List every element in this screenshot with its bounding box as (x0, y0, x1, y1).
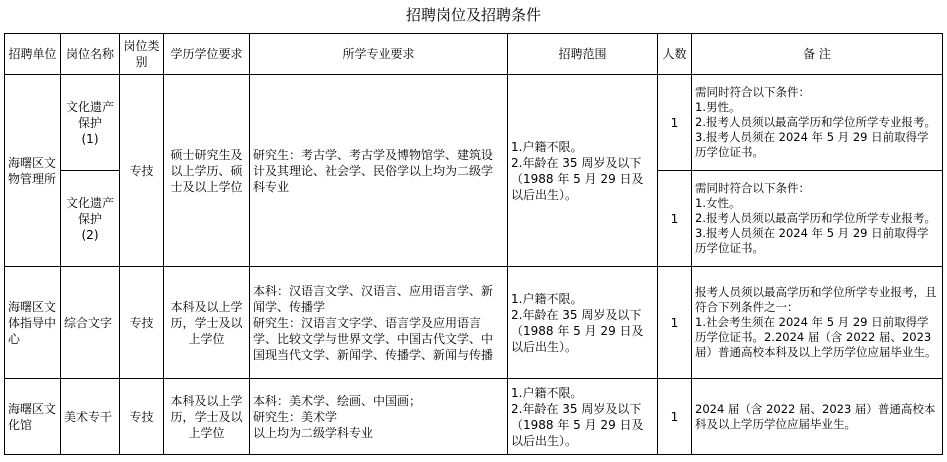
category-cell: 专技 (120, 75, 164, 267)
major-cell: 研究生：考古学、考古学及博物馆学、建筑设计及其理论、社会学、民俗学以上均为二级学科专业 (250, 75, 508, 267)
header-education: 学历学位要求 (164, 34, 250, 75)
table-row (5, 267, 943, 379)
header-unit: 招聘单位 (5, 34, 61, 75)
count-cell: 1 (658, 75, 692, 171)
education-cell: 本科及以上学历，学士及以上学位 (164, 267, 250, 379)
category-cell: 专技 (120, 267, 164, 379)
remarks-cell: 2024 届（含 2022 届、2023 届）普通高校本科及以上学历学位应届毕业生。 (692, 379, 943, 455)
table-row (5, 75, 943, 171)
header-remarks: 备 注 (692, 34, 943, 75)
header-row (5, 34, 943, 75)
count-cell: 1 (658, 171, 692, 267)
position-cell: 文化遗产保护 (2) (61, 171, 120, 267)
position-cell: 美术专干 (61, 379, 120, 455)
table-row (5, 379, 943, 455)
header-major: 所学专业要求 (250, 34, 508, 75)
major-cell: 本科：汉语言文学、汉语言、应用语言学、新闻学、传播学 研究生：汉语言文字学、语言学及应用语言学、比较文学与世界文学、中国古代文学、中国现当代文学、新闻学、传播学、新闻与传播 (250, 267, 508, 379)
scope-cell: 1.户籍不限。 2.年龄在 35 周岁及以下（1988 年 5 月 29 日及以后出生）。 (508, 75, 658, 267)
header-position: 岗位名称 (61, 34, 120, 75)
header-scope: 招聘范围 (508, 34, 658, 75)
header-count: 人数 (658, 34, 692, 75)
remarks-cell: 报考人员须以最高学历和学位所学专业报考，且符合下列条件之一： 1.社会考生须在 2024 年 5 月 29 日前取得学历学位证书。2.2024 届（含 2022 届、2023 届）普通高校本科及以上学历学位应届毕业生。 (692, 267, 943, 379)
page-title: 招聘岗位及招聘条件 (405, 6, 541, 24)
major-cell: 本科：美术学、绘画、中国画； 研究生：美术学 以上均为二级学科专业 (250, 379, 508, 455)
category-cell: 专技 (120, 379, 164, 455)
unit-cell: 海曙区文体指导中心 (5, 267, 61, 379)
count-cell: 1 (658, 379, 692, 455)
unit-cell: 海曙区文物管理所 (5, 75, 61, 267)
remarks-cell: 需同时符合以下条件： 1.男性。 2.报考人员须以最高学历和学位所学专业报考。 3.报考人员须在 2024 年 5 月 29 日前取得学历学位证书。 (692, 75, 943, 171)
recruitment-table (4, 33, 943, 455)
education-cell: 硕士研究生及以上学历、硕士及以上学位 (164, 75, 250, 267)
unit-cell: 海曙区文化馆 (5, 379, 61, 455)
scope-cell: 1.户籍不限。 2.年龄在 35 周岁及以下（1988 年 5 月 29 日及以后出生）。 (508, 379, 658, 455)
header-category: 岗位类别 (120, 34, 164, 75)
position-cell: 综合文字 (61, 267, 120, 379)
position-cell: 文化遗产保护 (1) (61, 75, 120, 171)
count-cell: 1 (658, 267, 692, 379)
remarks-cell: 需同时符合以下条件： 1.女性。 2.报考人员须以最高学历和学位所学专业报考。 3.报考人员须在 2024 年 5 月 29 日前取得学历学位证书。 (692, 171, 943, 267)
education-cell: 本科及以上学历，学士及以上学位 (164, 379, 250, 455)
scope-cell: 1.户籍不限。 2.年龄在 35 周岁及以下（1988 年 5 月 29 日及以后出生）。 (508, 267, 658, 379)
